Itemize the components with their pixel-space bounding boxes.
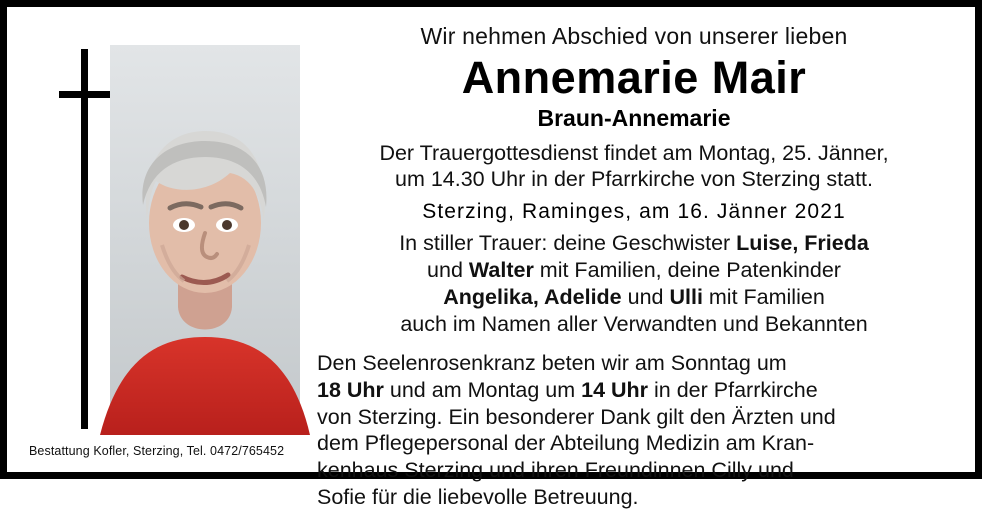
funeral-home-credit: Bestattung Kofler, Sterzing, Tel. 0472/765452 [29,444,285,458]
mourners-line-3-mid: und [621,285,670,310]
rosary-line-6: Sofie für die liebevolle Betreuung. [317,485,639,510]
maiden-name: Braun-Annemarie [537,104,731,131]
cross-icon [59,49,61,429]
mourners-line-4: auch im Namen aller Verwandten und Bekannten [400,311,868,336]
left-column [7,7,307,472]
mourners-line-1-text: In stiller Trauer: deine Geschwister [399,231,737,256]
mourners-siblings-1: Luise, Frieda [736,231,869,256]
service-line-2: um 14.30 Uhr in der Pfarrkirche von Sterzing statt. [395,167,873,192]
rosary-line-2-post: in der Pfarrkirche [648,377,818,402]
service-line-1: Der Trauergottesdienst findet am Montag, 25. Jänner, [379,140,889,165]
place-and-date: Sterzing, Raminges, am 16. Jänner 2021 [422,200,846,224]
mourners-line-2-text: mit Familien, deine Patenkinder [533,258,841,283]
service-info [317,140,951,194]
lead-text: Wir nehmen Abschied von unserer lieben [420,23,848,49]
cross-vertical-bar [81,49,88,429]
cross-horizontal-bar [59,91,111,98]
rosary-line-5: kenhaus Sterzing und ihren Freundinnen Cilly und [317,458,794,483]
mourners-godchildren-1: Angelika, Adelide [443,285,622,310]
rosary-line-1: Den Seelenrosenkranz beten wir am Sonntag um [317,350,787,375]
rosary-line-3: von Sterzing. Ein besonderer Dank gilt den Ärzten und [317,404,836,429]
mourners-sibling-walter: Walter [468,258,534,283]
rosary-line-4: dem Pflegepersonal der Abteilung Medizin am Kran- [317,431,815,456]
mourners-line-1 [317,230,951,257]
rosary-block [317,350,951,511]
mourners-godchild-ulli: Ulli [669,285,703,310]
mourners-line-3 [317,284,951,311]
deceased-name: Annemarie Mair [461,52,807,103]
mourners-line-3-post: mit Familien [702,285,825,310]
rosary-time-sunday: 18 Uhr [317,377,384,402]
portrait-photo [110,45,300,435]
rosary-time-monday: 14 Uhr [581,377,649,402]
rosary-line-2 [317,377,951,404]
mourners-line-2: und Walter mit Familien, deine Patenkinder [427,258,841,283]
right-column [307,7,975,510]
rosary-line-2-mid: und am Montag um [383,377,582,402]
notice-inner [7,7,975,510]
mourners-block [317,230,951,338]
